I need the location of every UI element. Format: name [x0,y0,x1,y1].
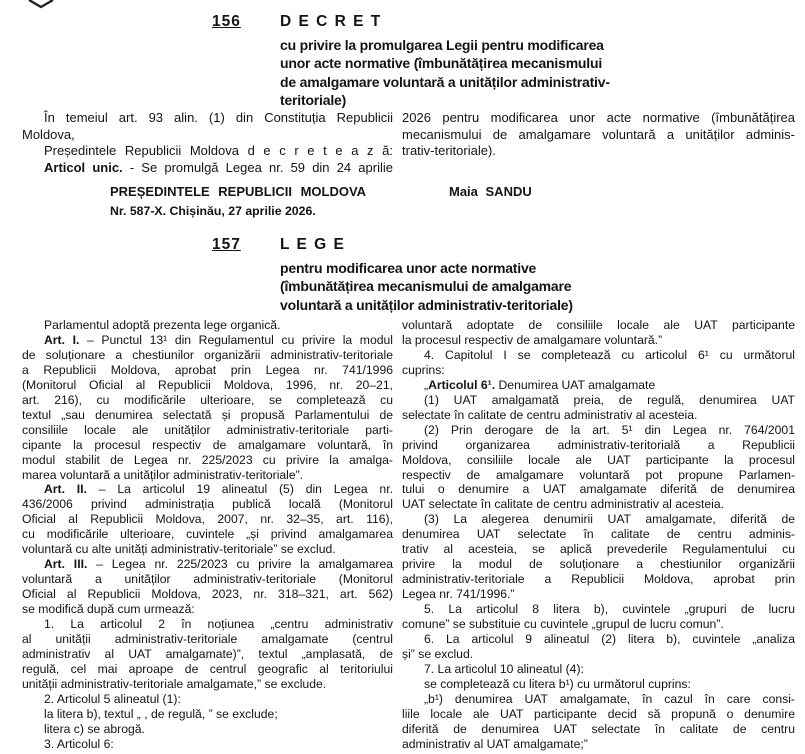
text-line: textul „sau denumirea selectată și propusă Parlamentului de [22,407,393,422]
text-line: a Republicii Moldova, aprobat prin Legea nr. 741/1996 [22,362,393,377]
text-line: al unității administrativ-teritoriale amalgamate (centrul [22,632,393,647]
law-157-title-block [280,236,573,314]
decree-156-subtitle [280,36,610,110]
text-line: se completează cu litera b¹) cu următorul cuprins: [424,676,691,691]
law-157-subtitle [280,259,573,314]
text-line: denumirea UAT selectate în calitate de centru adminis- [402,527,795,542]
law-157-left-column [22,318,393,752]
text-line: pentru modificarea unor acte normative [280,260,537,276]
text-line: 1. La articolul 2 în noțiunea „centru administrativ [44,617,393,632]
text-line: comune” se substituie cu cuvintele „grupul de lucru comun”. [402,617,724,632]
text-line: Oficial al Republicii Moldova, 2023, nr. 318–321, art. 562) [22,587,393,602]
text-line: se modifică după cum urmează: [22,602,195,617]
text-line: unor acte normative (îmbunătățirea mecanismului [280,55,603,72]
text-line: modul stabilit de Legea nr. 225/2023 cu privire la amalga- [22,452,393,467]
text-line: cipante la procesul respectiv de amalgamare voluntară, în [22,437,393,452]
text-line: trativ al acesteia, se aplică prevederile Regulamentului cu [402,542,795,557]
text-line: Oficial al Republicii Moldova, 2007, nr. 32–35, art. 116), [22,512,393,527]
signature-name: Maia SANDU [449,184,532,199]
text-line: privire la modul de soluționare a chestiunilor organizării [402,557,795,572]
text-line: 3. Articolul 6: [44,736,114,751]
text-line: administrativ al UAT amalgamate)”, textul „amplasată, de [22,646,393,661]
text-line: litera c) se abrogă. [44,721,145,736]
text-line: Art. III. – Legea nr. 225/2023 cu privire la amalgamarea [44,557,394,572]
text-line: În temeiul art. 93 alin. (1) din Constituția Republicii [44,110,393,125]
text-line: teritoriale) [280,92,347,109]
law-157-right-column [402,318,795,752]
text-line: Moldova, [22,126,75,142]
decree-156-right-column [402,110,795,176]
text-line: voluntară a unităților administrativ-teritoriale (Monitorul [22,572,393,587]
act-type-lege: L E G E [280,236,346,253]
text-line: 5. La articolul 8 litera b), cuvintele „grupuri de lucru [424,602,795,617]
signature-title: PREȘEDINTELE REPUBLICII MOLDOVA [110,184,367,199]
text-line: de soluționare a chestiunilor organizării administrativ-teritoriale [22,347,393,362]
text-line: „b¹) denumirea UAT amalgamate, în cazul în care consi- [424,691,795,706]
act-number-157: 157 [212,236,241,253]
decree-156-left-column [22,110,393,176]
text-line: (2) Prin derogare de la art. 5¹ din Legea nr. 764/2001 [424,422,795,437]
text-line: (1) UAT amalgamată preia, de regulă, denumirea UAT [424,392,795,407]
text-line: „Articolul 6¹. Denumirea UAT amalgamate [424,377,656,392]
text-line: diferită de denumirea UAT selectate în calitate de centru [402,721,795,736]
text-line: administrativ-teritoriale a Republicii Moldova, aprobat prin [402,572,795,587]
text-line: UAT selectate în calitate de centru administrativ al acesteia. [402,497,724,512]
text-line: și” se exclud. [402,646,474,661]
act-type-decret: D E C R E T [280,13,382,30]
text-line: Președintele Republicii Moldova d e c r e t e a z ă: [44,143,393,159]
text-line: mecanismului de amalgamare voluntară a unităților adminis- [402,126,795,142]
text-line: unității administrativ-teritoriale amalgamate,” se exclude. [22,676,327,691]
text-line: regulă, cel mai aproape de centrul geografic al teritoriului [22,661,393,676]
text-line: 7. La articolul 10 alineatul (4): [424,661,584,676]
decree-156-heading [212,13,610,110]
text-line: administrativ al UAT amalgamate;” [402,736,588,751]
decree-number-date-line: Nr. 587-X. Chișinău, 27 aprilie 2026. [110,204,316,218]
text-line: cu modificările ulterioare, cuvintele „și privind amalgamarea [22,527,393,542]
decree-156-title-block [280,13,610,110]
text-line: Articol unic. - Se promulgă Legea nr. 59 din 24 aprilie [44,159,393,175]
text-line: 4. Capitolul I se completează cu articolul 6¹ cu următorul [424,347,795,362]
text-line: (Monitorul Oficial al Republicii Moldova, 1996, nr. 20–21, [22,377,393,392]
text-line: cuprins: [402,362,445,377]
text-line: cu privire la promulgarea Legii pentru modificarea [280,37,604,53]
text-line: Moldova, consiliile locale ale UAT participante la procesul [402,452,795,467]
text-line: de amalgamare voluntară a unităților administrativ- [280,73,610,90]
text-line: (3) La alegerea denumirii UAT amalgamate, diferită de [424,512,795,527]
text-line: consiliile locale ale unităților administrativ-teritoriale parti- [22,422,393,437]
act-number-156: 156 [212,13,241,30]
text-line: voluntară cu alte unități administrativ-teritoriale” se exclud. [22,542,336,557]
law-157-heading [212,236,573,314]
text-line: 6. La articolul 9 alineatul (2) litera b), cuvintele „analiza [424,632,795,647]
text-line: 2. Articolul 5 alineatul (1): [44,691,181,706]
text-line: voluntară a unităților administrativ-teritoriale) [280,296,573,313]
page-ornament-chevron-icon [28,0,54,9]
text-line: la litera b), textul „ , de regulă, ” se exclude; [44,706,278,721]
text-line: Art. I. – Punctul 13¹ din Regulamentul cu privire la modul [44,332,394,347]
text-line: trativ-teritoriale). [402,143,496,159]
text-line: respectiv de amalgamare voluntară pot propune Parlamen- [402,467,795,482]
decree-156-body [22,110,795,176]
text-line: privind organizarea administrativ-teritorială a Republicii [402,437,795,452]
text-line: Parlamentul adoptă prezenta lege organică. [44,318,281,332]
law-157-body [22,318,795,752]
text-line: Art. II. – La articolul 19 alineatul (5) din Legea nr. [44,482,393,497]
text-line: liile locale ale UAT participante decid să propună o denumire [402,706,795,721]
text-line: selectate în calitate de centru administrativ al acesteia. [402,407,698,422]
text-line: marea voluntară a unităților administrativ-teritoriale”. [22,467,304,482]
text-line: la procesul respectiv de amalgamare voluntară.” [402,332,663,347]
text-line: art. 216), cu modificările ulterioare, se completează cu [22,392,393,407]
text-line: voluntară adoptate de consiliile locale ale UAT participante [402,318,795,332]
text-line: (îmbunătățirea mecanismului de amalgamare [280,278,572,295]
text-line: 2026 pentru modificarea unor acte normative (îmbunătățirea [402,110,795,125]
text-line: tului o denumire a UAT amalgamate diferită de denumirea [402,482,795,497]
text-line: Legea nr. 741/1996.” [402,587,515,602]
text-line: 436/2006 privind administrația publică locală (Monitorul [22,497,393,512]
